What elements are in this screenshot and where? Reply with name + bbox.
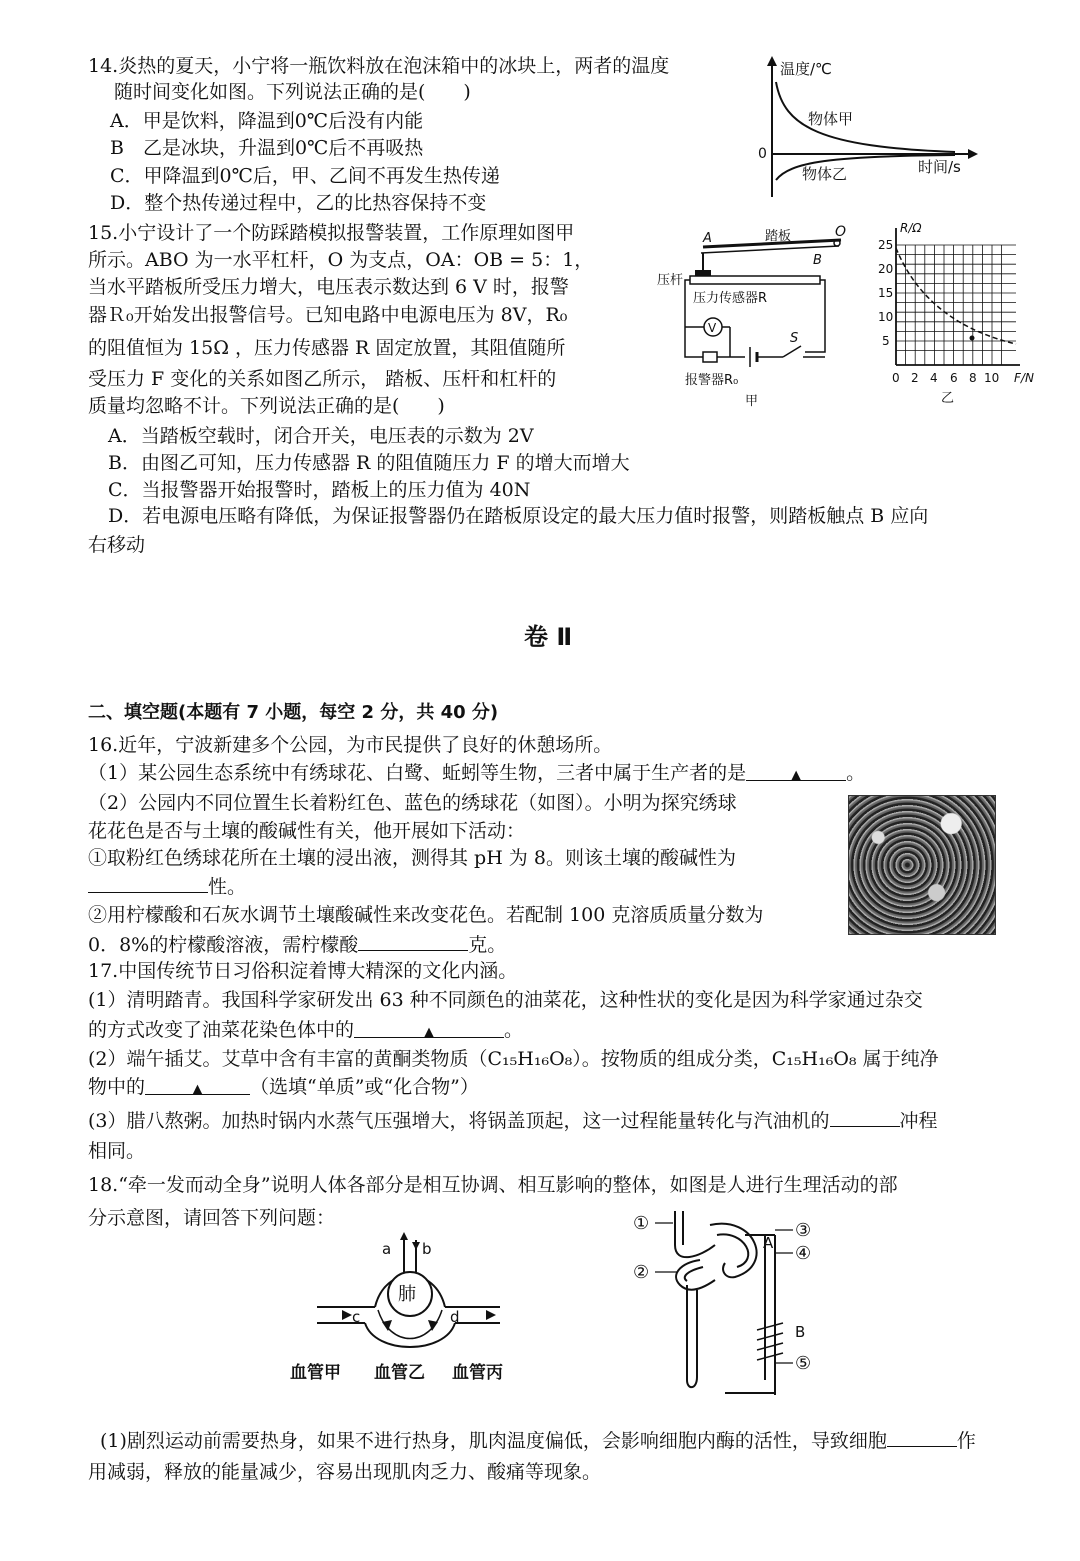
q17-part2-line1: (2）端午插艾。艾草中含有丰富的黄酮类物质（C₁₅H₁₆O₈）。按物质的组成分类，C₁₅H₁₆O₈ 属于纯净 (88, 1048, 939, 1070)
q15-graph-ytick-25: 25 (878, 238, 894, 252)
nephron-label-2: ② (633, 1262, 650, 1283)
q14-graph-curve-b: 物体乙 (802, 165, 848, 183)
q17-part1-line2 (88, 1017, 523, 1043)
q15-circuit-sensor: 压力传感器R (693, 291, 768, 306)
q16-part2-line2: 花花色是否与土壤的酸碱性有关，他开展如下活动： (88, 820, 526, 842)
nephron-label-3: ③ (795, 1220, 812, 1241)
q17-part3-line1 (88, 1106, 938, 1134)
q15-circuit-a: A (703, 231, 712, 246)
q17-part1-blank[interactable] (354, 1017, 504, 1038)
q15-stem-line3: 当水平踏板所受压力增大，电压表示数达到 6 V 时，报警 (88, 276, 569, 298)
q14-stem-line1: 14.炎热的夏天，小宁将一瓶饮料放在泡沫箱中的冰块上，两者的温度 (88, 55, 670, 77)
section-title: 卷 Ⅱ (524, 623, 573, 651)
q16-part1-end: 。 (846, 762, 866, 784)
q18-stem-line1: 18.“牵一发而动全身”说明人体各部分是相互协调、相互影响的整体，如图是人进行生理活动的部 (88, 1174, 898, 1196)
q16-part2-line6-text: 0．8%的柠檬酸溶液，需柠檬酸 (88, 934, 359, 956)
q15-option-c: C．当报警器开始报警时，踏板上的压力值为 40N (108, 479, 531, 501)
q16-part2-line4 (88, 872, 246, 900)
q17-part3-end: 冲程 (899, 1110, 938, 1132)
q18-part1-text: (1)剧烈运动前需要热身，如果不进行热身，肌肉温度偏低，会影响细胞内酶的活性，导致细胞 (100, 1430, 887, 1452)
q15-graph-xtick-2: 2 (911, 371, 919, 385)
q16-acidity-blank[interactable] (88, 872, 208, 893)
q18-part1-line2: 用减弱，释放的能量减少，容易出现肌肉乏力、酸痛等现象。 (88, 1461, 602, 1483)
lung-label-c: c (352, 1308, 361, 1326)
q15-graph-ytick-10: 10 (878, 310, 894, 324)
q17-part3-blank[interactable] (830, 1106, 900, 1127)
q16-part1 (88, 760, 865, 786)
q16-part2-line6-end: 克。 (468, 934, 507, 956)
q15-resistance-graph (868, 220, 1040, 405)
q15-graph-xtick-4: 4 (930, 371, 938, 385)
q15-circuit-alarm: 报警器R₀ (685, 373, 739, 388)
q17-part1-text: 的方式改变了油菜花染色体中的 (88, 1019, 355, 1041)
q16-citric-acid-blank[interactable] (358, 930, 468, 951)
q15-option-b: B．由图乙可知，压力传感器 R 的阻值随压力 F 的增大而增大 (108, 452, 630, 474)
q16-part2-line5: ②用柠檬酸和石灰水调节土壤酸碱性来改变花色。若配制 100 克溶质质量分数为 (88, 904, 764, 926)
q15-circuit-diagram (655, 222, 855, 412)
q14-graph-curve-a: 物体甲 (808, 110, 854, 128)
q15-circuit-switch: S (790, 331, 799, 346)
nephron-diagram (625, 1205, 825, 1405)
q15-graph-xtick-0: 0 (892, 371, 900, 385)
q17-part2-line2 (88, 1074, 479, 1100)
q15-stem-line7: 质量均忽略不计。下列说法正确的是( ) (88, 395, 445, 417)
q17-part1-end: 。 (504, 1019, 524, 1041)
q15-graph-ylabel: R/Ω (900, 221, 922, 235)
vessel-c-label: 血管丙 (452, 1363, 503, 1383)
lung-label-d: d (450, 1308, 460, 1326)
nephron-label-A: A (763, 1234, 774, 1252)
q17-stem: 17.中国传统节日习俗积淀着博大精深的文化内涵。 (88, 960, 518, 982)
hydrangea-photo (848, 795, 996, 935)
answer-marker-icon: ▲ (791, 768, 802, 783)
q18-part1-line1 (100, 1426, 976, 1454)
answer-marker-icon: ▲ (192, 1082, 203, 1097)
q14-stem-line2: 随时间变化如图。下列说法正确的是( ) (114, 81, 471, 103)
q15-circuit-plate: 踏板 (765, 229, 792, 244)
q14-option-c: C．甲降温到0℃后，甲、乙间不再发生热传递 (110, 165, 500, 187)
q15-graph-xtick-8: 8 (969, 371, 977, 385)
q15-option-a: A．当踏板空载时，闭合开关，电压表的示数为 2V (108, 425, 534, 447)
vessel-b-label: 血管乙 (374, 1363, 425, 1383)
vessel-a-label: 血管甲 (290, 1363, 341, 1383)
q14-graph-ylabel: 温度/℃ (780, 60, 832, 78)
q15-graph-ytick-5: 5 (882, 334, 890, 348)
lung-label-a: a (382, 1240, 392, 1258)
q14-option-d: D．整个热传递过程中，乙的比热容保持不变 (110, 192, 487, 214)
q15-graph-xlabel: F/N (1014, 371, 1034, 385)
q16-part1-text: （1）某公园生态系统中有绣球花、白鹭、蚯蚓等生物，三者中属于生产者的是 (88, 762, 747, 784)
q15-option-d: D．若电源电压略有降低，为保证报警器仍在踏板原设定的最大压力值时报警，则踏板触点 B 应向 (108, 505, 929, 527)
q17-part3-line2: 相同。 (88, 1140, 146, 1162)
q15-circuit-b: B (813, 253, 822, 268)
q15-circuit-meter: V (708, 321, 717, 335)
q15-stem-line5: 的阻值恒为 15Ω ，压力传感器 R 固定放置，其阻值随所 (88, 337, 566, 359)
q16-part1-blank[interactable] (746, 760, 846, 781)
nephron-label-5: ⑤ (795, 1353, 812, 1374)
q16-part2-line3: ①取粉红色绣球花所在土壤的浸出液，测得其 pH 为 8。则该土壤的酸碱性为 (88, 847, 736, 869)
q16-part2-line4-text: 性。 (208, 876, 247, 898)
q16-part2-line1: （2）公园内不同位置生长着粉红色、蓝色的绣球花（如图）。小明为探究绣球 (88, 792, 737, 814)
q14-temperature-graph (750, 52, 980, 202)
nephron-label-4: ④ (795, 1243, 812, 1264)
q15-stem-line1: 15.小宁设计了一个防踩踏模拟报警装置，工作原理如图甲 (88, 222, 575, 244)
q15-graph-xtick-6: 6 (950, 371, 958, 385)
q15-option-d-cont: 右移动 (88, 534, 146, 556)
q17-part3-text: (3）腊八熬粥。加热时锅内水蒸气压强增大，将锅盖顶起，这一过程能量转化与汽油机的 (88, 1110, 830, 1132)
lung-circulation-diagram (290, 1230, 530, 1390)
q15-circuit-rod: 压杆 (657, 273, 684, 288)
q14-graph-xlabel: 时间/s (918, 158, 961, 176)
q15-graph-ytick-20: 20 (878, 262, 894, 276)
q17-part2-end: （选填“单质”或“化合物”） (250, 1076, 479, 1098)
q16-stem: 16.近年，宁波新建多个公园，为市民提供了良好的休憩场所。 (88, 734, 613, 756)
q14-option-a: A．甲是饮料，降温到0℃后没有内能 (110, 110, 424, 132)
lung-label-b: b (422, 1240, 432, 1258)
q18-part1-end: 作 (956, 1430, 976, 1452)
q17-part2-text: 物中的 (88, 1076, 146, 1098)
q15-stem-line4: 器Ｒ₀开始发出报警信号。已知电路中电源电压为 8V，R₀ (88, 304, 568, 326)
q15-circuit-o: O (835, 224, 847, 240)
section2-header: 二、填空题(本题有 7 小题，每空 2 分，共 40 分) (88, 702, 499, 723)
q15-graph-ytick-15: 15 (878, 286, 894, 300)
nephron-label-B: B (795, 1323, 806, 1341)
q15-graph-caption: 乙 (941, 391, 955, 405)
answer-marker-icon: ▲ (424, 1025, 435, 1040)
lung-label-organ: 肺 (398, 1284, 416, 1305)
q17-part2-blank[interactable] (145, 1074, 250, 1095)
q17-part1-line1: (1）清明踏青。我国科学家研发出 63 种不同颜色的油菜花，这种性状的变化是因为科学家通过杂交 (88, 989, 923, 1011)
q14-option-b: B 乙是冰块，升温到0℃后不再吸热 (110, 137, 424, 159)
nephron-label-1: ① (633, 1213, 650, 1234)
q14-graph-origin: 0 (758, 146, 767, 162)
q15-stem-line2: 所示。ABO 为一水平杠杆，O 为支点，OA：OB = 5：1， (88, 249, 594, 271)
q15-circuit-caption: 甲 (745, 394, 759, 409)
q16-part2-line6 (88, 930, 506, 958)
q18-part1-blank[interactable] (887, 1426, 957, 1447)
q15-stem-line6: 受压力 F 变化的关系如图乙所示， 踏板、压杆和杠杆的 (88, 368, 557, 390)
q15-graph-xtick-10: 10 (984, 371, 1000, 385)
q18-stem-line2: 分示意图，请回答下列问题： (88, 1207, 336, 1229)
